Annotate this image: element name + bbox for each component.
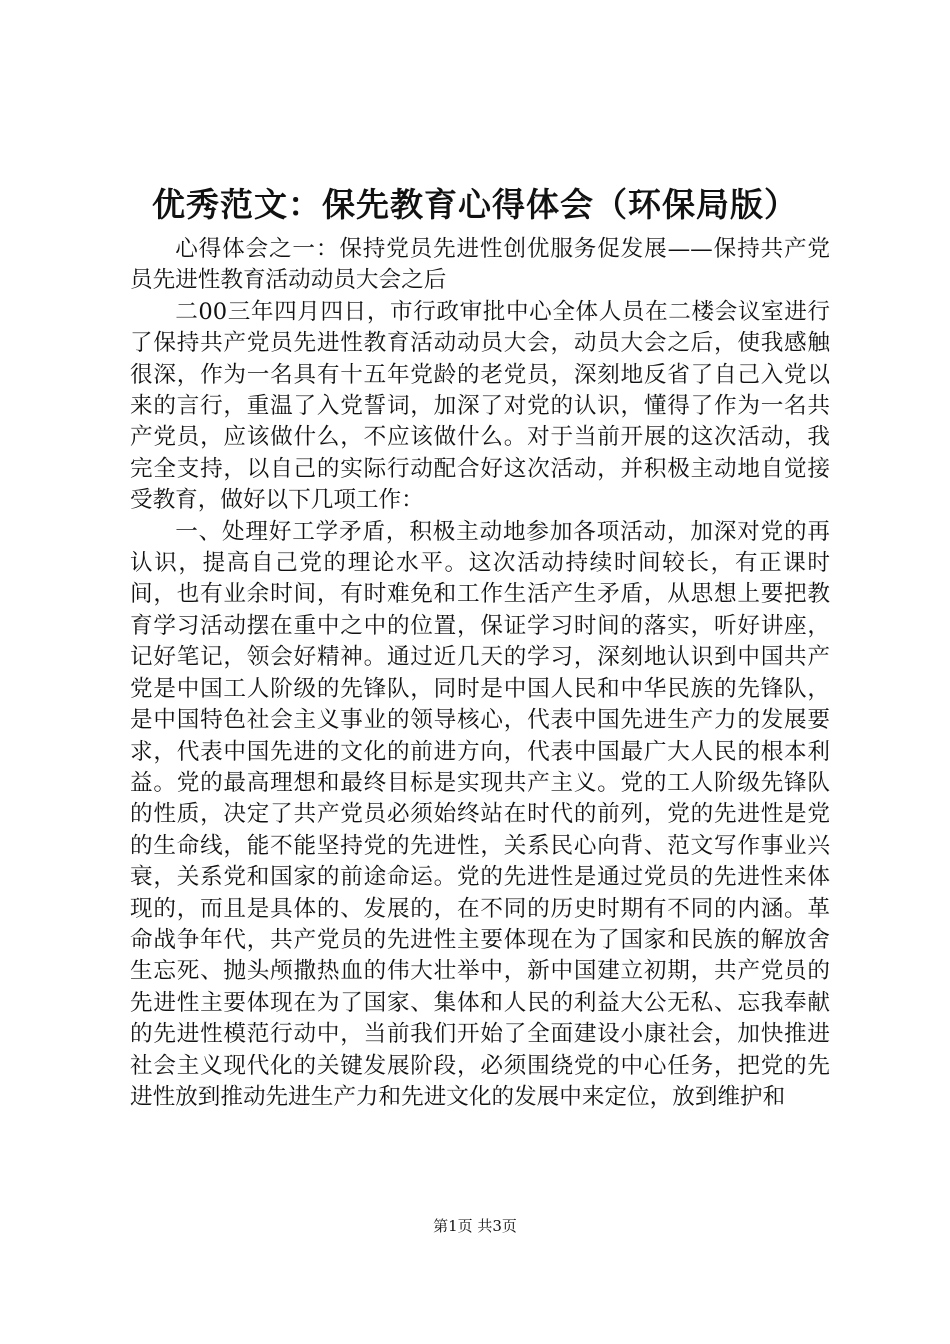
document-title: 优秀范文：保先教育心得体会（环保局版） (152, 185, 798, 224)
page-number-footer: 第1页 共3页 (433, 1217, 517, 1235)
paragraph-intro: 二00三年四月四日，市行政审批中心全体人员在二楼会议室进行了保持共产党员先进性教育活动动员大会，动员大会之后，使我感触很深，作为一名具有十五年党龄的老党员，深刻地反省了自己入党以来的言行，重温了入党誓词，加深了对党的认识，懂得了作为一名共产党员，应该做什么，不应该做什么。对于当前开展的这次活动，我完全支持，以自己的实际行动配合好这次活动，并积极主动地自觉接受教育，做好以下几项工作： (130, 298, 830, 514)
document-body (130, 234, 830, 1113)
paragraph-heading: 心得体会之一：保持党员先进性创优服务促发展——保持共产党员先进性教育活动动员大会之后 (130, 236, 830, 294)
paragraph-point-one: 一、处理好工学矛盾，积极主动地参加各项活动，加深对党的再认识，提高自己党的理论水平。这次活动持续时间较长，有正课时间，也有业余时间，有时难免和工作生活产生矛盾，从思想上要把教育学习活动摆在重中之中的位置，保证学习时间的落实，听好讲座，记好笔记，领会好精神。通过近几天的学习，深刻地认识到中国共产党是中国工人阶级的先锋队，同时是中国人民和中华民族的先锋队，是中国特色社会主义事业的领导核心，代表中国先进生产力的发展要求，代表中国先进的文化的前进方向，代表中国最广大人民的根本利益。党的最高理想和最终目标是实现共产主义。党的工人阶级先锋队的性质，决定了共产党员必须始终站在时代的前列，党的先进性是党的生命线，能不能坚持党的先进性，关系民心向背、范文写作事业兴衰，关系党和国家的前途命运。党的先进性是通过党员的先进性来体现的，而且是具体的、发展的，在不同的历史时期有不同的内涵。革命战争年代，共产党员的先进性主要体现在为了国家和民族的解放舍生忘死、抛头颅撒热血的伟大壮举中，新中国建立初期，共产党员的先进性主要体现在为了国家、集体和人民的利益大公无私、忘我奉献的先进性模范行动中，当前我们开始了全面建设小康社会，加快推进社会主义现代化的关键发展阶段，必须围绕党的中心任务，把党的先进性放到推动先进生产力和先进文化的发展中来定位，放到维护和 (130, 518, 830, 1110)
